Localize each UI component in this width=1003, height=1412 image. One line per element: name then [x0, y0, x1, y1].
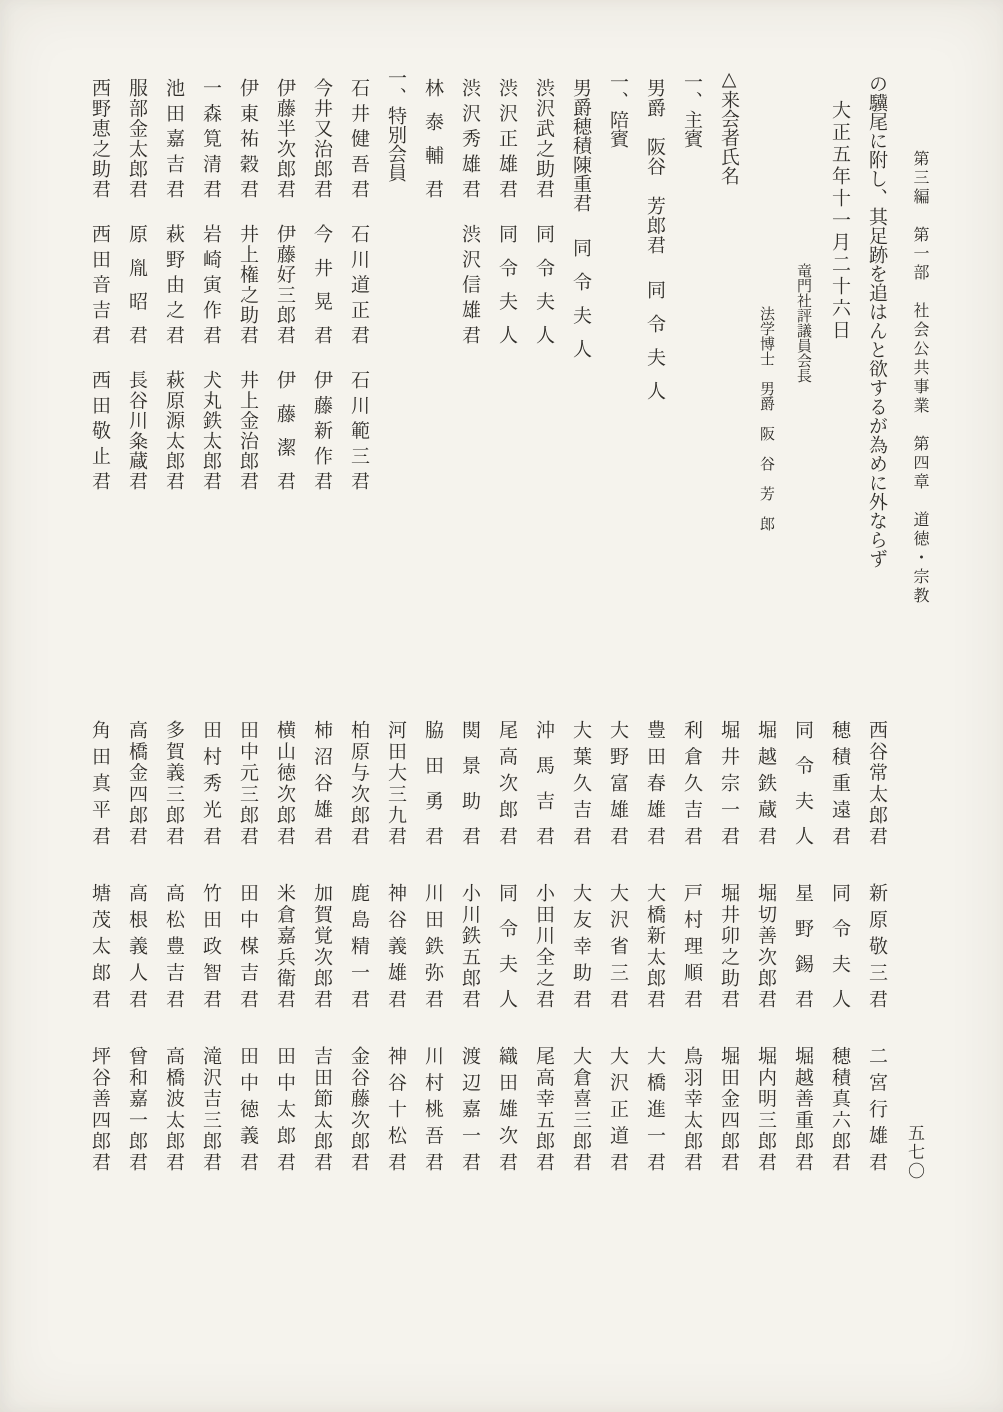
- attendee-name: 神谷義雄君: [385, 883, 406, 1008]
- name-column: [599, 712, 636, 1197]
- name-column: [451, 712, 488, 1197]
- attendee-name: 堀切善次郎君: [755, 883, 776, 1008]
- name-column: [303, 66, 340, 641]
- attendee-name: 石井健吾君: [348, 78, 369, 198]
- attendee-name: 柏原与次郎君: [348, 720, 369, 845]
- attendee-name: 曾和嘉一郎君: [126, 1046, 147, 1171]
- attendee-name: 堀越善重郎君: [792, 1046, 813, 1171]
- attendee-name: 伊藤新作君: [311, 370, 332, 490]
- name-column: [525, 66, 562, 641]
- text-line: 竜門社評議員会長: [795, 263, 811, 383]
- attendee-name: 渋沢秀雄君: [459, 78, 480, 198]
- attendee-name: 石川範三君: [348, 370, 369, 490]
- attendee-name: 伊藤半次郎君: [274, 78, 295, 198]
- attendee-name: 神谷十松君: [385, 1046, 406, 1171]
- attendee-name: 同令夫人: [533, 224, 554, 344]
- attendee-name: 西田音吉君: [89, 224, 110, 344]
- name-column: [192, 712, 229, 1197]
- attendee-name: 大沢省三君: [607, 883, 628, 1008]
- attendee-name: 滝沢吉三郎君: [200, 1046, 221, 1171]
- attendee-name: 川田鉄弥君: [422, 883, 443, 1008]
- attendee-name: 石川道正君: [348, 224, 369, 344]
- attendee-name: 田村秀光君: [200, 720, 221, 845]
- text-line: 法学博士 男爵 阪 谷 芳 郎: [758, 306, 774, 531]
- attendee-name: 竹田政智君: [200, 883, 221, 1008]
- attendee-name: 伊東祐穀君: [237, 78, 258, 198]
- attendee-name: 同令夫人: [829, 883, 850, 1008]
- attendee-list-bottom: [81, 712, 895, 1197]
- name-column: [229, 66, 266, 641]
- page-number: 五七〇: [905, 1124, 924, 1181]
- attendee-name: 井上金治郎君: [237, 370, 258, 490]
- name-column: [784, 712, 821, 1197]
- attendee-name: 鳥羽幸太郎君: [681, 1046, 702, 1171]
- attendee-name: 犬丸鉄太郎君: [200, 370, 221, 490]
- attendee-name: 戸村理順君: [681, 883, 702, 1008]
- attendee-name: 穂積真六郎君: [829, 1046, 850, 1171]
- section-heading: △来会者氏名: [718, 68, 739, 185]
- attendee-name: 川村桃吾君: [422, 1046, 443, 1171]
- attendee-name: 堀井卯之助君: [718, 883, 739, 1008]
- attendee-name: 萩原源太郎君: [163, 370, 184, 490]
- attendee-name: 田中徳義君: [237, 1046, 258, 1171]
- section-heading: 一、主賓: [681, 72, 702, 148]
- attendee-list-top: [81, 66, 895, 641]
- attendee-name: 西野恵之助君: [89, 78, 110, 198]
- name-column: [155, 712, 192, 1197]
- attendee-name: 大橋進一君: [644, 1046, 665, 1171]
- attendee-name: 渋沢信雄君: [459, 224, 480, 344]
- attendee-name: 伊藤好三郎君: [274, 224, 295, 344]
- name-column: [451, 66, 488, 641]
- attendee-name: 高橋金四郎君: [126, 720, 147, 845]
- attendee-name: 萩野由之君: [163, 224, 184, 344]
- attendee-name: 男爵穂積陳重君: [570, 78, 591, 212]
- name-column: [118, 66, 155, 641]
- attendee-name: 伊藤潔君: [274, 370, 295, 490]
- text-line: 大正五年十一月二十六日: [829, 100, 850, 342]
- name-column: [81, 712, 118, 1197]
- attendee-name: 塘茂太郎君: [89, 883, 110, 1008]
- attendee-name: 鹿島精一君: [348, 883, 369, 1008]
- name-column: [636, 712, 673, 1197]
- attendee-name: 大葉久吉君: [570, 720, 591, 845]
- attendee-name: 脇田勇君: [422, 720, 443, 845]
- name-column: [673, 712, 710, 1197]
- name-column: [488, 66, 525, 641]
- name-column: [636, 66, 673, 641]
- name-column: [377, 712, 414, 1197]
- section-heading: 一、特別会員: [385, 68, 406, 182]
- attendee-name: 沖馬吉君: [533, 720, 554, 845]
- name-column: [562, 712, 599, 1197]
- name-column: [155, 66, 192, 641]
- name-column: [192, 66, 229, 641]
- name-column: [81, 66, 118, 641]
- name-column: [118, 712, 155, 1197]
- name-column: [414, 66, 451, 641]
- attendee-name: 同令夫人: [792, 720, 813, 845]
- attendee-name: 今井又治郎君: [311, 78, 332, 198]
- attendee-name: 原胤昭君: [126, 224, 147, 344]
- attendee-name: 星野錫君: [792, 883, 813, 1008]
- attendee-name: 西田敬止君: [89, 370, 110, 490]
- attendee-name: 井上権之助君: [237, 224, 258, 344]
- attendee-name: 服部金太郎君: [126, 78, 147, 198]
- attendee-name: 高根義人君: [126, 883, 147, 1008]
- attendee-name: 坪谷善四郎君: [89, 1046, 110, 1171]
- attendee-name: 関景助君: [459, 720, 480, 845]
- attendee-name: 一森筧清君: [200, 78, 221, 198]
- attendee-name: 金谷藤次郎君: [348, 1046, 369, 1171]
- attendee-name: 米倉嘉兵衛君: [274, 883, 295, 1008]
- name-column: [340, 66, 377, 641]
- text-line: の驥尾に附し、其足跡を追はんと欲するが為めに外ならず: [866, 74, 887, 568]
- attendee-name: 堀内明三郎君: [755, 1046, 776, 1171]
- attendee-name: 堀井宗一君: [718, 720, 739, 845]
- attendee-name: 利倉久吉君: [681, 720, 702, 845]
- name-column: [266, 66, 303, 641]
- attendee-name: 渡辺嘉一君: [459, 1046, 480, 1171]
- name-column: [821, 712, 858, 1197]
- name-column: [562, 66, 599, 641]
- section-heading: 一、陪賓: [607, 72, 628, 148]
- name-column: [858, 712, 895, 1197]
- attendee-name: 長谷川粂蔵君: [126, 370, 147, 490]
- name-column: [710, 712, 747, 1197]
- attendee-name: 高松豊吉君: [163, 883, 184, 1008]
- attendee-name: 尾高幸五郎君: [533, 1046, 554, 1171]
- attendee-name: 尾高次郎君: [496, 720, 517, 845]
- name-column: [303, 712, 340, 1197]
- attendee-name: 今井晃君: [311, 224, 332, 344]
- attendee-name: 小川鉄五郎君: [459, 883, 480, 1008]
- attendee-name: 岩崎寅作君: [200, 224, 221, 344]
- attendee-name: 多賀義三郎君: [163, 720, 184, 845]
- attendee-name: 織田雄次君: [496, 1046, 517, 1171]
- attendee-name: 小田川全之君: [533, 883, 554, 1008]
- attendee-name: 柿沼谷雄君: [311, 720, 332, 845]
- attendee-name: 男爵 阪谷 芳郎君: [644, 78, 665, 254]
- attendee-name: 林泰輔君: [422, 78, 443, 198]
- attendee-name: 堀越鉄蔵君: [755, 720, 776, 845]
- name-column: [414, 712, 451, 1197]
- attendee-name: 渋沢正雄君: [496, 78, 517, 198]
- attendee-name: 同令夫人: [570, 238, 591, 358]
- attendee-name: 同令夫人: [644, 280, 665, 400]
- attendee-name: 田中楳吉君: [237, 883, 258, 1008]
- attendee-name: 穂積重遠君: [829, 720, 850, 845]
- attendee-name: 同令夫人: [496, 224, 517, 344]
- name-column: [340, 712, 377, 1197]
- running-head: 第三編 第一部 社会公共事業 第四章 道徳・宗教: [911, 150, 928, 606]
- attendee-name: 豊田春雄君: [644, 720, 665, 845]
- attendee-name: 角田真平君: [89, 720, 110, 845]
- attendee-name: 横山徳次郎君: [274, 720, 295, 845]
- attendee-name: 大橋新太郎君: [644, 883, 665, 1008]
- name-column: [488, 712, 525, 1197]
- attendee-name: 同令夫人: [496, 883, 517, 1008]
- name-column: [525, 712, 562, 1197]
- attendee-name: 二宮行雄君: [866, 1046, 887, 1171]
- name-column: [229, 712, 266, 1197]
- attendee-name: 大野富雄君: [607, 720, 628, 845]
- attendee-name: 西谷常太郎君: [866, 720, 887, 845]
- attendee-name: 大倉喜三郎君: [570, 1046, 591, 1171]
- name-column: [266, 712, 303, 1197]
- name-column: [747, 712, 784, 1197]
- attendee-name: 新原敬三君: [866, 883, 887, 1008]
- attendee-name: 加賀覚次郎君: [311, 883, 332, 1008]
- attendee-name: 河田大三九君: [385, 720, 406, 845]
- attendee-name: 大沢正道君: [607, 1046, 628, 1171]
- attendee-name: 大友幸助君: [570, 883, 591, 1008]
- attendee-name: 吉田節太郎君: [311, 1046, 332, 1171]
- attendee-name: 高橋波太郎君: [163, 1046, 184, 1171]
- attendee-name: 田中太郎君: [274, 1046, 295, 1171]
- attendee-name: 田中元三郎君: [237, 720, 258, 845]
- attendee-name: 渋沢武之助君: [533, 78, 554, 198]
- attendee-name: 池田嘉吉君: [163, 78, 184, 198]
- attendee-name: 堀田金四郎君: [718, 1046, 739, 1171]
